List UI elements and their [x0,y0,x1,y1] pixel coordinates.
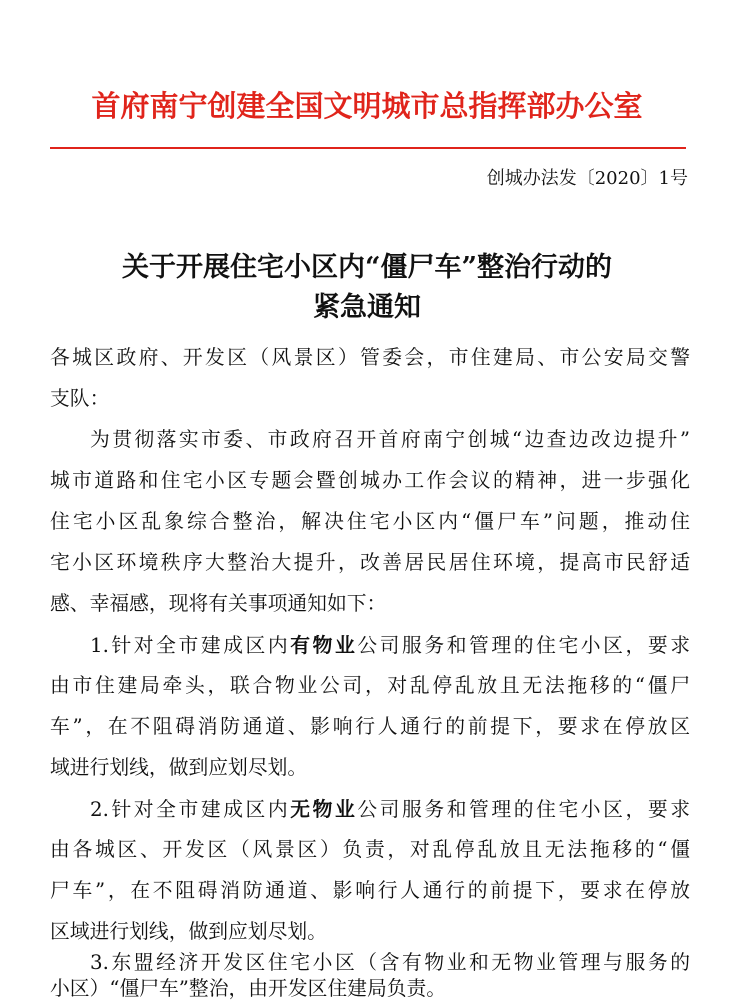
document-number: 创城办法发〔2020〕1号 [486,168,688,189]
salutation-line-2: 支队： [50,387,110,410]
item-1-line-2: 由市住建局牵头，联合物业公司，对乱停乱放且无法拖移的“僵尸 [50,674,690,697]
item-1-emphasis: 有物业 [290,633,358,657]
intro-line-3: 住宅小区乱象综合整治，解决住宅小区内“僵尸车”问题，推动住 [50,510,690,533]
agency-letterhead: 首府南宁创建全国文明城市总指挥部办公室 [91,89,643,123]
item-2-line-1 [90,796,690,823]
item-2-lead: 2.针对全市建成区内 [90,798,291,821]
intro-line-2: 城市道路和住宅小区专题会暨创城办工作会议的精神，进一步强化 [50,469,690,492]
intro-line-4: 宅小区环境秩序大整治大提升，改善居民居住环境，提高市民舒适 [50,551,690,574]
document-title-line-2: 紧急通知 [313,292,421,323]
item-1-line-4: 域进行划线，做到应划尽划。 [50,756,308,779]
item-3-line-2: 小区）“僵尸车”整治，由开发区住建局负责。 [50,977,447,1000]
intro-line-5: 感、幸福感，现将有关事项通知如下： [50,592,387,615]
intro-line-1: 为贯彻落实市委、市政府召开首府南宁创城“边查边改边提升” [90,428,690,451]
letterhead-red-rule [50,147,686,149]
document-title-line-1: 关于开展住宅小区内“僵尸车”整治行动的 [121,252,613,283]
item-1-line-1 [90,632,690,659]
item-2-line-4: 区域进行划线，做到应划尽划。 [50,920,327,943]
item-2-line-3: 尸车”，在不阻碍消防通道、影响行人通行的前提下，要求在停放 [50,879,690,902]
item-1-line-3: 车”，在不阻碍消防通道、影响行人通行的前提下，要求在停放区 [50,715,690,738]
item-2-emphasis: 无物业 [290,797,358,821]
item-2-tail: 公司服务和管理的住宅小区，要求 [357,798,690,821]
item-1-tail: 公司服务和管理的住宅小区，要求 [357,634,690,657]
item-2-line-2: 由各城区、开发区（风景区）负责，对乱停乱放且无法拖移的“僵 [50,838,690,861]
item-1-lead: 1.针对全市建成区内 [90,634,291,657]
item-3-line-1: 3.东盟经济开发区住宅小区（含有物业和无物业管理与服务的 [90,951,690,974]
salutation-line-1: 各城区政府、开发区（风景区）管委会，市住建局、市公安局交警 [50,346,690,369]
